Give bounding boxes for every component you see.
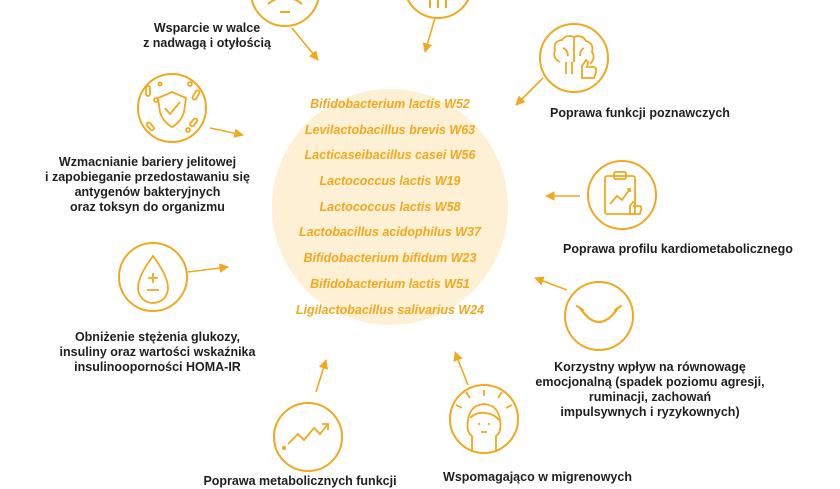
benefit-glucose-label: Obniżenie stężenia glukozy, insuliny oraz wartości wskaźnika insulinooporności HOMA-IR: [59, 330, 256, 374]
strain-item: Lactobacillus acidophilus W37: [299, 225, 481, 240]
benefit-cardio-label: Poprawa profilu kardiometabolicznego: [563, 242, 793, 256]
benefit-barrier-label: Wzmacnianie bariery jelitowej i zapobieganie przedostawaniu się antygenów bakteryjnych oraz toksyn do organizmu: [45, 155, 250, 214]
arrow-emotional: [535, 278, 567, 290]
benefit-weight-label: Wsparcie w walce z nadwagą i otyłością: [143, 21, 271, 50]
strain-list: [280, 92, 500, 323]
arrow-metabolic: [316, 360, 326, 392]
strain-item: Lactococcus lactis W19: [319, 174, 461, 189]
benefit-migraine-label: Wspomagająco w migrenowych: [443, 470, 632, 484]
strain-item: Levilactobacillus brevis W63: [304, 122, 476, 137]
strain-item: Ligilactobacillus salivarius W24: [295, 302, 485, 317]
strain-item: Lacticaseibacillus casei W56: [304, 148, 476, 163]
strain-item: Bifidobacterium lactis W52: [310, 97, 470, 111]
strain-item: Bifidobacterium bifidum W23: [303, 251, 477, 266]
benefit-cognitive-label: Poprawa funkcji poznawczych: [550, 106, 730, 120]
arrow-top: [425, 18, 435, 52]
benefit-metabolic-label: Poprawa metabolicznych funkcji: [203, 474, 397, 488]
strain-item: Bifidobacterium lactis W51: [310, 276, 470, 291]
arrow-barrier: [210, 128, 243, 135]
arrow-cognitive: [516, 78, 543, 105]
benefit-emotional-label: Korzystny wpływ na równowagę emocjonalną (spadek poziomu agresji, ruminacji, zachowań impulsywnych i ryzykownych): [535, 360, 765, 419]
arrow-migraine: [455, 352, 468, 385]
strain-item: Lactococcus lactis W58: [319, 199, 461, 214]
arrow-glucose: [188, 267, 228, 272]
